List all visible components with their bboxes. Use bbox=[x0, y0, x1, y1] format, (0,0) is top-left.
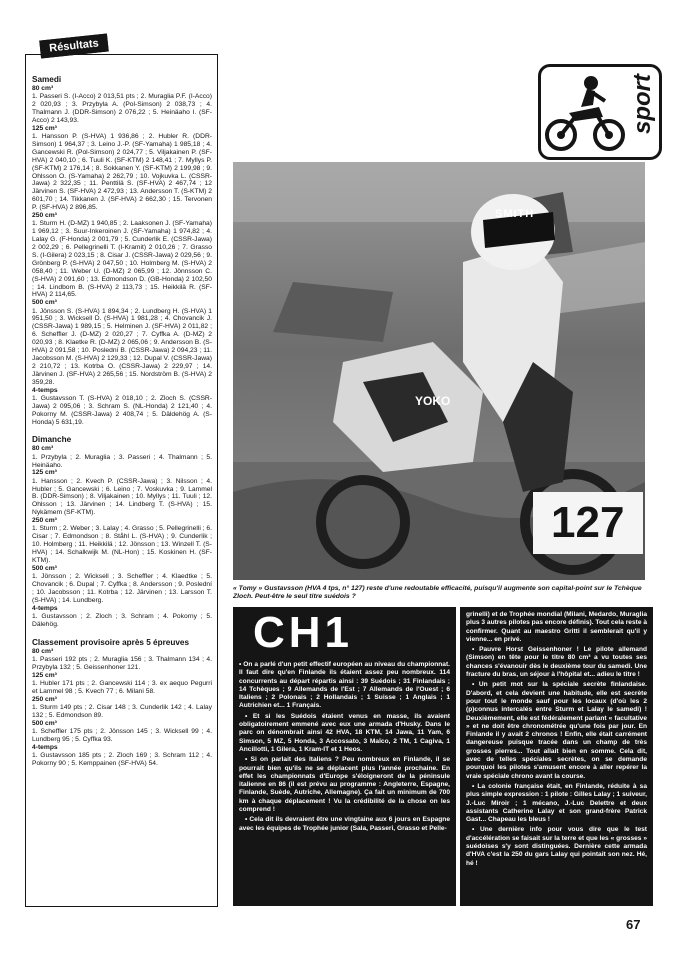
paragraph: • On a parlé d'un petit effectif européen au niveau du championnat. Il faut dire qu'en Finlande ils étaient assez peu nombreux. 114 concurrents au départ répartis ainsi : 39 Suédois ; 31 Finlandais ; 14 Tchèques ; 9 Allemands de l'Est ; 7 Allemands de l'Ouest ; 6 Italiens ; 2 Polonais ; 2 Hollandais ; 1 Suisse ; 1 Anglais ; 1 Autrichien et... 1 Français. bbox=[239, 661, 450, 710]
result-text: 1. Hubler 171 pts ; 2. Gancewski 114 ; 3. ex aequo Pegurri et Lammel 98 ; 5. Kvech 77 ; 6. Milani 58. bbox=[32, 680, 212, 695]
result-text: 1. Passeri 192 pts ; 2. Muraglia 156 ; 3. Thalmann 134 ; 4. Przybyla 132 ; 5. Geissenhoner 121. bbox=[32, 655, 212, 671]
result-text: 1. Hansson ; 2. Kvech P. (CSSR-Jawa) ; 3. Nilsson ; 4. Hubler ; 5. Gancewski ; 6. Leino ; 7. Voskuvka ; 9. Lammel B. (DDR-Simson) ; 8. Viljakainen ; 10. Myllys ; 11. Tuuli ; 12. Ohlsson ; 13. Järvinen ; 14. Lindberg T. (S-HVA) ; 15. Nykämem (SF-KTM). bbox=[32, 477, 212, 517]
category-heading: 125 cm³ bbox=[32, 124, 57, 132]
results-box bbox=[25, 54, 218, 907]
sport-logo bbox=[538, 64, 662, 160]
category-heading: 4-temps bbox=[32, 386, 58, 394]
category-heading: 250 cm³ bbox=[32, 212, 57, 220]
paragraph: • La colonie française était, en Finlande, réduite à sa plus simple expression : 1 pilote : Gilles Lalay ; 1 suiveur, J.-Luc Miroir ; 1 mécano, J.-Luc Delettre et deux assistants Catherine Lalay et son grand-frère Patrick Gast... Chapeau les bleus ! bbox=[466, 782, 647, 824]
category-heading: 80 cm³ bbox=[32, 445, 54, 453]
paragraph: • Si on parlait des Italiens ? Peu nombreux en Finlande, il se pourrait bien qu'ils ne se déplacent plus l'année prochaine. En effet les championnats d'Europe s'éloigneront de la péninsule italienne en 86 (il est prévu au programme : Angleterre, Espagne, Finlande, Suède, Autriche, Allemagne). Ça fait un minimum de 700 km à chaque déplacement ! Vu la crédibilité de la chose on les comprend ! bbox=[239, 756, 450, 814]
paragraph: • Un petit mot sur la spéciale secrète finlandaise. D'abord, et cela devient une habitude, elle est secrète pour tout le monde sauf pour les locaux (d'où les 2 (p)connus intercalés entre Sturm et Lalay le samedi) ! Deuxièmement, elle est fédéralement parlant « facultative » et ne doit être chronométrée qu'une fois par jour. En Finlande il y avait 2 chronos ! Enfin, elle était carrément dangereuse puisque tracée dans un champ de très grosses pierres... Tout allait bien en somme. Cela dit, avec de telles spéciales secrètes, on se demande pourquoi les pilotes s'amusent encore à aller repérer la vraie spéciale chrono avant la course. bbox=[466, 681, 647, 780]
result-text: 1. Gustavsson 185 pts ; 2. Zloch 169 ; 3. Schram 112 ; 4. Pokorny 90 ; 5. Kemppainen (SF-HVA) 54. bbox=[32, 752, 212, 767]
day-title-classement: Classement provisoire après 5 épreuves bbox=[32, 637, 190, 647]
result-text: 1. Jönsson ; 2. Wicksell ; 3. Scheffler ; 4. Klaedtke ; 5. Chovancik ; 6. Dupal ; 7. Cyffka ; 8. Andersson ; 9. Poslední ; 10. Jacobsson ; 11. Kotrba ; 12. Järvinen ; 13. Larsson T. (S-HVA) ; 14. Lundberg. bbox=[32, 573, 212, 604]
result-text: 1. Jönsson S. (S-HVA) 1 894,34 ; 2. Lundberg H. (S-HVA) 1 951,50 ; 3. Wicksell D. (S-HVA) 1 981,28 ; 4. Chovancik J. (CSSR-Jawa) 1 989,15 ; 5. Helminen J. (SF-HVA) 2 011,82 ; 6. Scheffler J. (D-MZ) 2 020,27 ; 7. Cyffka A. (D-MZ) 2 020,93 ; 8. Klaetke R. (D-MZ) 2 065,06 ; 9. Andersson B. (S-HVA) 2 091,58 ; 10. Poslední B. (CSSR-Jawa) 2 094,23 ; 11. Jacobsson M. (S-HVA) 2 129,33 ; 12. Dupal V. (CSSR-Jawa) 2 210,72 ; 13. Kotrba O. (CSSR-Jawa) 2 229,97 ; 14. Järvinen J. (SF-HVA) 2 265,56 ; 15. Nordström B. (S-HVA) 2 359,28. bbox=[32, 307, 212, 386]
category-heading: 80 cm³ bbox=[32, 647, 54, 655]
category-heading: 4-temps bbox=[32, 604, 58, 612]
category-heading: 80 cm³ bbox=[32, 85, 54, 92]
result-text: 1. Sturm H. (D-MZ) 1 940,85 ; 2. Laaksonen J. (SF-Yamaha) 1 969,12 ; 3. Suur-Inkeroinen J. (SF-Yamaha) 1 974,82 ; 4. Lalay G. (F-Honda) 2 001,79 ; 5. Cunderlik E. (CSSR-Jawa) 2 002,29 ; 6. Pellegrinelli T. (I-Kramit) 2 010,26 ; 7. Grasso S. (I-Gilera) 2 023,15 ; 8. Cisar J. (CSSR-Jawa) 2 029,56 ; 9. Grönberg P. (S-HVA) 2 047,50 ; 10. Holmberg M. (S-HVA) 2 058,40 ; 11. Weber U. (D-MZ) 2 065,99 ; 12. Jönnsson C. (S-HVA) 2 091,60 ; 13. Edmondson D. (GB-Honda) 2 102,50 ; 14. Lindbom B. (S-HVA) 2 113,73 ; 15. Heikkilä R. (SF-HVA) 2 114,65. bbox=[32, 220, 212, 299]
article-column-left bbox=[233, 659, 456, 906]
page-number: 67 bbox=[626, 917, 641, 932]
paragraph: • Pauvre Horst Geissenhoner ! Le pilote allemand (Simson) en tête pour le titre 80 cm³ a vu toutes ses chances s'évanouir dès le deuxième tour du samedi. Une fracture du bras, un séjour à l'hôpital et... adieu le titre ! bbox=[466, 646, 647, 679]
paragraph: • Et si les Suédois étaient venus en masse, ils avaient obligatoirement emmené avec eux une armada d'Husky. Dans le parc on dénombrait ainsi 42 HVA, 18 KTM, 14 Jawa, 11 Yam, 6 Simson, 5 MZ, 5 Honda, 3 Accossato, 3 Maïco, 2 TM, 1 Cagiva, 1 Ancillotti, 1 Gilera, 1 Kram-IT et 1 Heos. bbox=[239, 712, 450, 753]
bike-text: YOKO bbox=[415, 394, 451, 408]
ch1-title: CH1 bbox=[253, 608, 354, 657]
race-number: 127 bbox=[551, 498, 625, 547]
logo-word: sport bbox=[629, 74, 656, 134]
result-text: 1. Sturm 149 pts ; 2. Cisar 148 ; 3. Cunderlik 142 ; 4. Lalay 132 ; 5. Edmondson 89. bbox=[32, 704, 212, 719]
category-heading: 125 cm³ bbox=[32, 469, 57, 477]
helmet-text: SMITH bbox=[495, 208, 535, 220]
category-heading: 4-temps bbox=[32, 743, 58, 751]
paragraph: grinelli) et de Trophée mondial (Milani, Medardo, Muraglia plus 3 autres pilotes pas encore définis). Tout cela reste à confirmer. Quant au maestro Gritti il semblerait qu'il y vienne... en privé. bbox=[466, 611, 647, 643]
category-heading: 500 cm³ bbox=[32, 719, 57, 727]
day-title-samedi: Samedi bbox=[32, 75, 62, 84]
result-text: 1. Gustavsson T. (S-HVA) 2 018,10 ; 2. Zloch S. (CSSR-Jawa) 2 095,06 ; 3. Schram S. (NL-Honda) 2 121,40 ; 4. Pokorny M. (CSSR-Jawa) 2 408,74 ; 5. Däldehög A. (S-Honda) 5 631,19. bbox=[32, 394, 212, 426]
result-text: 1. Przybyla ; 2. Muraglia ; 3. Passeri ; 4. Thalmann ; 5. Heinäaho. bbox=[32, 453, 212, 469]
article-column-right bbox=[460, 607, 653, 906]
results-banner: Résultats bbox=[39, 33, 109, 58]
category-heading: 250 cm³ bbox=[32, 695, 57, 703]
result-text: 1. Scheffler 175 pts ; 2. Jönsson 145 ; 3. Wicksell 99 ; 4. Lundberg 95 ; 5. Cyffka 93. bbox=[32, 728, 212, 743]
paragraph: • Une dernière info pour vous dire que le test d'accélération se faisait sur la terre et que les « grosses » suédoises s'y sont distinguées. Dernière cette armada d'HVA c'est la 250 du gars Lalay qui pointait son nez. Hé, hé ! bbox=[466, 826, 647, 867]
photo-caption: « Tomy » Gustavsson (HVA 4 tps, n° 127) reste d'une redoutable efficacité, puisqu'il augmente son capital-point sur le Tchèque Zloch. Peut-être le seul titre suédois ? bbox=[233, 585, 642, 601]
race-photo bbox=[233, 162, 645, 580]
category-heading: 250 cm³ bbox=[32, 517, 57, 525]
category-heading: 500 cm³ bbox=[32, 299, 57, 307]
category-heading: 125 cm³ bbox=[32, 671, 57, 679]
result-text: 1. Hansson P. (S-HVA) 1 936,86 ; 2. Hubler R. (DDR-Simson) 1 964,37 ; 3. Leino J.-P. (SF-Yamaha) 1 985,18 ; 4. Gancewski R. (Pol-Simson) 2 024,77 ; 5. Viljakainen P. (SF-HVA) 2 040,10 ; 6. Tuuli K. (SF-KTM) 2 148,41 ; 7. Myllys P. (SF-KTM) 2 176,14 ; 8. Sokkanen Y. (SF-KTM) 2 199,98 ; 9. Ohlsson O. (S-Yamaha) 2 262,79 ; 10. Vojkuvka L. (CSSR-Jawa) 2 322,35 ; 11. Penttilä S. (SF-HVA) 2 467,74 ; 12 Järvinen S. (SF-HVA) 2 472,93 ; 13. Andersson T. (S-KTM) 2 601,70 ; 14. Tikkanen J. (SF-HVA) 2 662,30 ; 15. Tervonen P. (SF-HVA) 2 896,85. bbox=[32, 133, 212, 212]
category-heading: 500 cm³ bbox=[32, 564, 57, 572]
result-text: 1. Gustavsson ; 2. Zloch ; 3. Schram ; 4. Pokorny ; 5. Dälehög. bbox=[32, 612, 212, 628]
day-title-dimanche: Dimanche bbox=[32, 435, 72, 445]
paragraph: • Cela dit ils devraient être une vingtaine aux 6 jours en Espagne avec les équipes de Trophée junior (Sala, Passeri, Grasso et Pelle- bbox=[239, 816, 450, 832]
ch1-header bbox=[233, 607, 456, 659]
result-text: 1. Sturm ; 2. Weber ; 3. Lalay ; 4. Grasso ; 5. Pellegrinelli ; 6. Cisar ; 7. Edmondson ; 8. Ståhl L. (S-HVA) ; 9. Cunderlik ; 10. Holmberg ; 11. Heikkilä ; 12. Jönsson ; 13. Winzell T. (S-HVA) ; 14. Schalkwijk M. (NL-Hon) ; 15. Koskinen H. (SF-KTM). bbox=[32, 525, 212, 565]
result-text: 1. Passeri S. (I-Acco) 2 013,51 pts ; 2. Muraglia P.F. (I-Acco) 2 020,93 ; 3. Przybyla A. (Pol-Simson) 2 038,73 ; 4. Thalmann J. (DDR-Simson) 2 076,22 ; 5. Heinäaho I. (SF-Acco) 2 143,93. bbox=[32, 93, 212, 124]
